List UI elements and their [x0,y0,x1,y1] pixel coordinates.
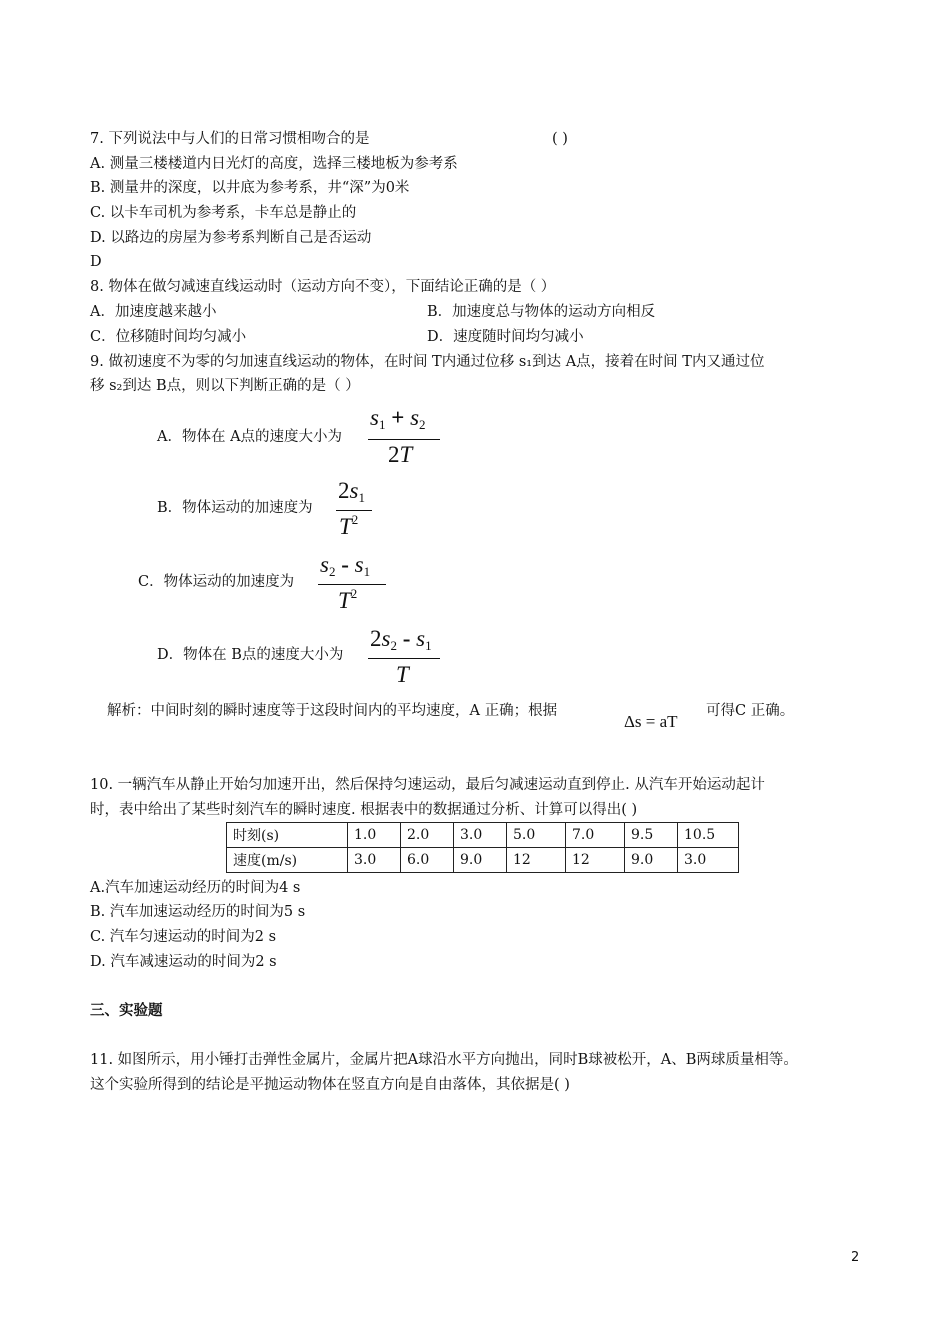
q8-option-d: D．速度随时间均匀减小 [427,329,584,345]
table-cell: 3.0 [678,848,739,873]
table-cell: 7.0 [566,823,625,848]
q9-formula-d: $2s_2 - s_1$ T [368,626,444,690]
q10-option-d: D. 汽车减速运动的时间为2 s [90,954,277,970]
q10-option-b: B. 汽车加速运动经历的时间为5 s [90,904,306,920]
q10-option-a: A.汽车加速运动经历的时间为4 s [90,880,301,896]
q9-formula-b: $2s_1$ $T^2$ [336,478,376,540]
q7-bracket: ( ) [552,131,568,147]
q9-formula-c: $s_2 - s_1$ $T^2$ [318,552,390,616]
q9-analysis-formula: Δs = aT [624,712,678,731]
table-cell: 6.0 [401,848,454,873]
table-cell: 2.0 [401,823,454,848]
q7-option-b: B. 测量井的深度，以井底为参考系，井“深”为0米 [90,180,410,196]
q7-answer: D [90,254,102,270]
table-cell: 时刻(s) [227,823,348,848]
q9-option-a: A．物体在 A点的速度大小为 [157,429,343,445]
table-cell: 9.0 [625,848,678,873]
q9-option-c: C．物体运动的加速度为 [138,574,295,590]
q7-option-a: A. 测量三楼楼道内日光灯的高度，选择三楼地板为参考系 [90,156,458,172]
q10-stem-line1: 10. 一辆汽车从静止开始匀加速开出，然后保持匀速运动，最后匀减速运动直到停止. 从汽车开始运动起计 [90,777,765,793]
q9-option-b: B．物体运动的加速度为 [157,500,313,516]
q9-formula-a: $s_1 + s_2$ 2T [368,405,442,471]
q9-analysis-end: 可得C 正确。 [706,703,795,719]
table-cell: 3.0 [454,823,507,848]
q11-stem-line2: 这个实验所得到的结论是平抛运动物体在竖直方向是自由落体，其依据是( ) [90,1077,570,1093]
table-cell: 12 [566,848,625,873]
q8-option-c: C．位移随时间均匀减小 [90,329,247,345]
q8-option-b: B．加速度总与物体的运动方向相反 [427,304,656,320]
table-cell: 9.5 [625,823,678,848]
q8-option-a: A．加速度越来越小 [90,304,217,320]
table-cell: 1.0 [348,823,401,848]
table-cell: 5.0 [507,823,566,848]
page-number: 2 [851,1250,860,1265]
q9-option-d: D．物体在 B点的速度大小为 [157,647,344,663]
table-cell: 速度(m/s) [227,848,348,873]
q8-stem: 8. 物体在做匀减速直线运动时（运动方向不变），下面结论正确的是（ ） [90,279,556,295]
table-cell: 9.0 [454,848,507,873]
q9-stem-line2: 移 s₂到达 B点，则以下判断正确的是（ ） [90,378,360,394]
table-row [227,823,739,848]
q10-data-table [226,822,739,873]
table-cell: 10.5 [678,823,739,848]
table-cell: 3.0 [348,848,401,873]
table-cell: 12 [507,848,566,873]
q7-option-c: C. 以卡车司机为参考系，卡车总是静止的 [90,205,357,221]
table-row [227,848,739,873]
q11-stem-line1: 11. 如图所示，用小锤打击弹性金属片，金属片把A球沿水平方向抛出，同时B球被松开，A、B两球质量相等。 [90,1052,798,1068]
q7-option-d: D. 以路边的房屋为参考系判断自己是否运动 [90,230,372,246]
q7-stem: 7. 下列说法中与人们的日常习惯相吻合的是 [90,131,370,147]
q10-stem-line2: 时，表中给出了某些时刻汽车的瞬时速度. 根据表中的数据通过分析、计算可以得出( ) [90,802,638,818]
section-title: 三、实验题 [90,1003,163,1019]
q9-stem-line1: 9. 做初速度不为零的匀加速直线运动的物体，在时间 T内通过位移 s₁到达 A点，接着在时间 T内又通过位 [90,354,765,370]
q10-option-c: C. 汽车匀速运动的时间为2 s [90,929,277,945]
q9-analysis: 解析：中间时刻的瞬时速度等于这段时间内的平均速度，A 正确；根据 [107,703,558,719]
